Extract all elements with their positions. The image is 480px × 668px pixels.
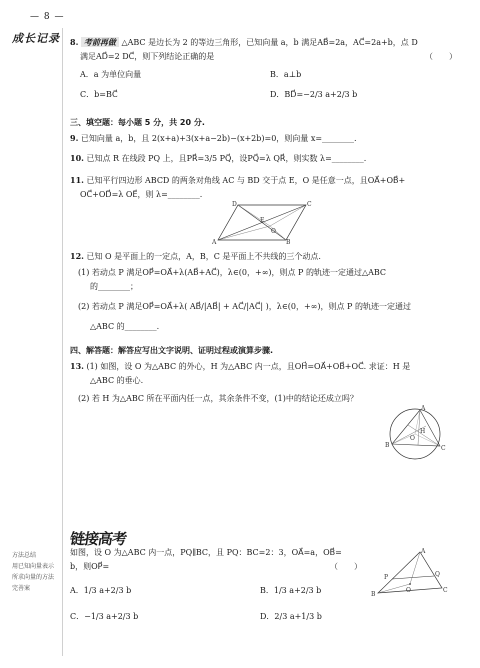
label-b: B — [371, 591, 376, 598]
page-number: — 8 — — [30, 12, 65, 22]
extra-option-b: B．1/3 a+2/3 b — [260, 586, 322, 595]
q10 — [70, 152, 366, 165]
label-a: A — [212, 239, 217, 246]
q8-line2: 满足AD⃗=2 DC⃗，则下列结论正确的是 — [80, 52, 215, 61]
extra-line2: b，则OP⃗= — [70, 562, 110, 571]
label-c: C — [441, 445, 446, 452]
label-c: C — [307, 201, 312, 208]
section-banner: 链接高考 — [68, 530, 128, 548]
q11-text-1: 已知平行四边形 ABCD 的两条对角线 AC 与 BD 交于点 E，O 是任意一点，且OA⃗+OB⃗+ — [86, 176, 406, 185]
label-c: C — [443, 587, 448, 594]
q13-part1-line1 — [70, 360, 410, 373]
q12-intro-text: 已知 O 是平面上的一定点，A，B，C 是平面上不共线的三个动点. — [86, 252, 321, 261]
q10-number: 10. — [70, 153, 84, 163]
brand-label: 成长记录 — [12, 32, 60, 45]
q11-number: 11. — [70, 175, 84, 185]
q8-tag: 考前再做 — [81, 37, 119, 47]
side-note — [12, 550, 60, 594]
side-note-line-1: 方法总结 — [12, 552, 37, 559]
q8-text-1: △ABC 是边长为 2 的等边三角形，已知向量 a，b 满足AB⃗=2a，AC⃗=2a+b，点 D — [121, 38, 418, 47]
extra-option-a: A．1/3 a+2/3 b — [70, 586, 132, 595]
label-h: H — [420, 428, 426, 435]
q12-part1-line1: (1) 若动点 P 满足OP⃗=OA⃗+λ(AB⃗+AC⃗)，λ∈(0，+∞)，则点 P 的轨迹一定通过△ABC — [78, 268, 387, 277]
circumcircle-figure — [380, 404, 450, 464]
q10-text: 已知点 R 在线段 PQ 上，且PR⃗=3/5 PQ⃗，设PQ⃗=λ QR⃗，则实数 λ=________. — [86, 154, 367, 163]
margin-divider — [62, 28, 63, 656]
q8-option-b: B．a⊥b — [270, 70, 302, 79]
label-a: A — [421, 405, 426, 412]
q12-part2-line1: (2) 若动点 P 满足OP⃗=OA⃗+λ( AB⃗/|AB⃗| + AC⃗/|AC⃗| )，λ∈(0，+∞)，则点 P 的轨迹一定通过 — [78, 302, 411, 311]
section4-title: 四、解答题：解答应写出文字说明、证明过程或演算步骤. — [70, 346, 274, 355]
extra-option-d: D．2/3 a+1/3 b — [260, 612, 322, 621]
label-e: E — [260, 217, 265, 224]
label-a: A — [421, 548, 426, 555]
q12-number: 12. — [70, 251, 84, 261]
q9 — [70, 132, 357, 145]
q8-option-a: A．a 为单位向量 — [80, 70, 142, 79]
label-d: D — [232, 201, 237, 208]
side-note-line-3: 所求向量的方法 — [12, 574, 55, 581]
q12-part2-line2: △ABC 的________. — [90, 322, 160, 331]
q13-number: 13. — [70, 361, 84, 371]
label-q: Q — [435, 571, 440, 578]
label-b: B — [385, 442, 390, 449]
side-note-line-2: 用已知向量表示 — [12, 563, 55, 570]
extra-line1: 如图，设 O 为△ABC 内一点，PQ∥BC，且 PQ：BC=2：3，OA⃗=a，OB⃗= — [70, 548, 342, 557]
q12-part1-line2: 的________； — [90, 282, 138, 291]
q9-number: 9. — [70, 133, 79, 143]
label-o: O — [410, 435, 415, 442]
label-b: B — [286, 239, 291, 246]
q11-line1 — [70, 174, 405, 187]
q13-part1-line2: △ABC 的垂心. — [90, 376, 144, 385]
q8-number: 8. — [70, 37, 79, 47]
q12-intro — [70, 250, 321, 263]
q8-option-d: D．BD⃗=−2/3 a+2/3 b — [270, 90, 358, 99]
q13-part2: (2) 若 H 为△ABC 所在平面内任一点，其余条件不变，(1)中的结论还成立吗？ — [78, 394, 358, 403]
triangle-figure — [370, 548, 450, 598]
q8-line1 — [70, 36, 418, 49]
extra-answer-paren: （ ） — [330, 562, 362, 571]
label-o: O — [271, 228, 276, 235]
q9-text: 已知向量 a，b，且 2(x+a)+3(x+a−2b)−(x+2b)=0，则向量 x=________. — [80, 134, 357, 143]
side-note-line-4: 完善案 — [12, 585, 31, 592]
q11-line2: OC⃗+OD⃗=λ OE⃗，则 λ=________. — [80, 190, 203, 199]
label-p: P — [384, 574, 389, 581]
q13-part1-text: (1) 如图，设 O 为△ABC 的外心，H 为△ABC 内一点，且OH⃗=OA⃗+OB⃗+OC⃗. 求证：H 是 — [86, 362, 411, 371]
q8-answer-paren: （ ） — [425, 52, 457, 61]
section3-title: 三、填空题：每小题 5 分，共 20 分. — [70, 118, 205, 127]
parallelogram-figure — [210, 200, 310, 245]
q8-option-c: C．b=BC⃗ — [80, 90, 118, 99]
extra-option-c: C．−1/3 a+2/3 b — [70, 612, 139, 621]
label-o: O — [406, 587, 411, 594]
